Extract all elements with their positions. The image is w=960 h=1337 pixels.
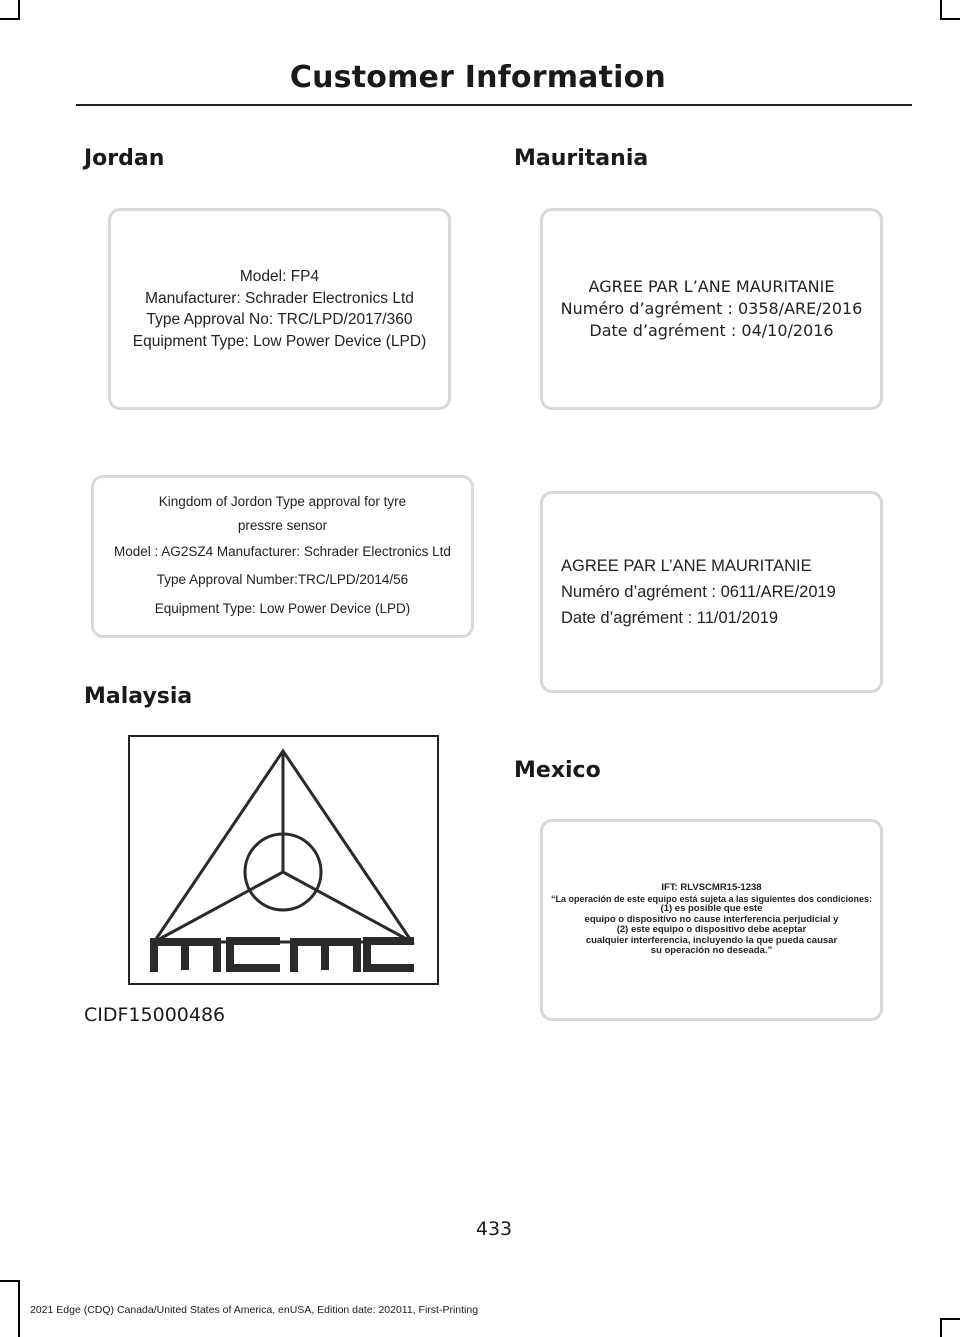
- crop-mark: [940, 1318, 942, 1337]
- crop-mark: [18, 0, 20, 18]
- mcmc-logo: [128, 735, 439, 985]
- page-number: 433: [475, 1218, 513, 1240]
- label-line: (2) este equipo o dispositivo debe aceptar: [616, 924, 807, 936]
- mauritania-approval-label-1: [540, 208, 883, 410]
- label-line: AGREE PAR L’ANE MAURITANIE: [561, 557, 812, 575]
- label-line: Equipment Type: Low Power Device (LPD): [154, 600, 411, 616]
- label-line: Type Approval No: TRC/LPD/2017/360: [146, 311, 413, 328]
- label-line: Date d’agrément : 11/01/2019: [561, 609, 779, 627]
- edition-footer: 2021 Edge (CDQ) Canada/United States of America, enUSA, Edition date: 202011, First-Printing: [30, 1304, 479, 1316]
- page-title: Customer Information: [289, 60, 666, 95]
- label-line: Model : AG2SZ4 Manufacturer: Schrader Electronics Ltd: [114, 543, 451, 559]
- label-line: Numéro d’agrément : 0358/ARE/2016: [560, 299, 863, 318]
- label-line: IFT: RLVSCMR15-1238: [661, 882, 762, 894]
- label-line: cualquier interferencia, incluyendo la que pueda causar: [585, 934, 838, 946]
- label-line: Manufacturer: Schrader Electronics Ltd: [145, 289, 414, 307]
- heading-mexico: Mexico: [514, 758, 601, 783]
- mexico-approval-label: [540, 819, 883, 1021]
- crop-mark: [18, 1280, 20, 1337]
- label-line: pressre sensor: [237, 517, 328, 533]
- heading-mauritania: Mauritania: [514, 146, 649, 171]
- crop-mark: [940, 0, 942, 18]
- label-line: Model: FP4: [239, 268, 320, 285]
- label-line: Type Approval Number:TRC/LPD/2014/56: [156, 571, 409, 587]
- label-line: su operación no deseada.”: [650, 945, 773, 957]
- jordan-approval-label-2: [91, 475, 474, 638]
- label-line: Date d’agrément : 04/10/2016: [589, 321, 834, 340]
- mauritania-approval-label-2: [540, 491, 883, 693]
- label-line: Kingdom of Jordon Type approval for tyre: [158, 493, 407, 509]
- label-line: (1) es posible que este: [660, 903, 763, 915]
- heading-jordan: Jordan: [84, 146, 165, 171]
- crop-mark: [940, 18, 960, 20]
- heading-malaysia: Malaysia: [84, 684, 193, 709]
- label-line: Numéro d’agrément : 0611/ARE/2019: [561, 583, 836, 601]
- label-line: equipo o dispositivo no cause interferencia perjudicial y: [584, 913, 839, 925]
- figure-caption: CIDF15000486: [84, 1004, 226, 1026]
- label-line: Equipment Type: Low Power Device (LPD): [132, 332, 427, 350]
- mcmc-logo-icon: [130, 737, 437, 983]
- label-line: AGREE PAR L’ANE MAURITANIE: [588, 277, 835, 296]
- crop-mark: [940, 1318, 960, 1320]
- label-line: “La operación de este equipo está sujeta a las siguientes dos condiciones:: [550, 893, 873, 904]
- crop-mark: [0, 1280, 20, 1282]
- jordan-approval-label-1: [108, 208, 451, 410]
- title-divider: [76, 104, 912, 106]
- crop-mark: [0, 18, 20, 20]
